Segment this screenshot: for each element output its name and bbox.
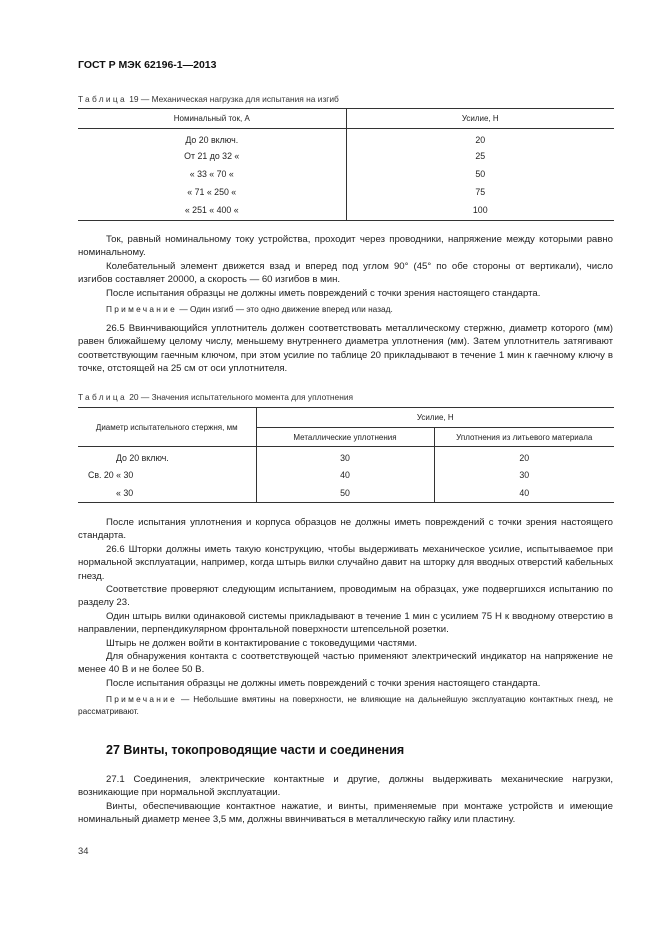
table20-cell-molded: 30 bbox=[519, 469, 530, 480]
table20-cell-metal: 30 bbox=[256, 447, 434, 466]
paragraph-26-6: 26.6 Шторки должны иметь такую конструкцию, чтобы выдерживать механическое усилие, испытываемое при нормальной эксплуатации, например, когда штырь вилки случайно давит на шторку для вводных отверстий кабельных гнезд. bbox=[78, 543, 613, 582]
table20-cell-diameter: « 30 bbox=[78, 484, 256, 503]
table-row bbox=[78, 147, 614, 165]
paragraph: Ток, равный номинальному току устройства, проходит через проводники, напряжение между которыми равно номинальному. bbox=[78, 234, 613, 259]
note-label: Примечание bbox=[106, 304, 178, 315]
table20-caption-text: 20 — Значения испытательного момента для уплотнения bbox=[126, 392, 354, 402]
table19-cell-force: 100 bbox=[472, 205, 488, 216]
note bbox=[78, 303, 613, 315]
table20-header-force: Усилие, Н bbox=[256, 408, 614, 428]
table19-cell-current: « 33 « 70 « bbox=[78, 165, 346, 183]
table20-cell-diameter: До 20 включ. bbox=[78, 447, 256, 466]
section-heading: 27 Винты, токопроводящие части и соединения bbox=[106, 743, 405, 757]
note bbox=[78, 693, 613, 717]
paragraph: Один штырь вилки одинаковой системы прикладывают в течение 1 мин с усилием 75 Н к вводному отверстию в направлении, перпендикулярном фронтальной поверхности штепсельной розетки. bbox=[78, 610, 613, 636]
paragraph: Для обнаружения контакта с соответствующей частью применяют электрический индикатор на напряжение не менее 40 В и не более 50 В. bbox=[78, 651, 613, 676]
paragraph: Соответствие проверяют следующим испытанием, проводимым на образцах, уже подвергшихся испытанию по разделу 23. bbox=[78, 584, 613, 609]
table19-cell-current: « 71 « 250 « bbox=[78, 183, 346, 201]
table19-cell-force: 20 bbox=[475, 134, 486, 145]
table19-caption bbox=[78, 94, 339, 104]
paragraph: После испытания образцы не должны иметь повреждений с точки зрения настоящего стандарта. bbox=[106, 287, 541, 299]
table20-cell-molded: 20 bbox=[519, 452, 530, 463]
table20 bbox=[78, 407, 614, 503]
text-block-3 bbox=[78, 773, 613, 827]
table19-caption-text: 19 — Механическая нагрузка для испытания на изгиб bbox=[126, 94, 339, 104]
table19-caption-label: Таблица bbox=[78, 94, 127, 104]
table20-subheader-metal: Металлические уплотнения bbox=[256, 428, 434, 447]
table-row bbox=[78, 484, 614, 503]
page-number: 34 bbox=[78, 845, 89, 856]
note-label: Примечание bbox=[106, 694, 178, 705]
table20-cell-metal: 40 bbox=[256, 466, 434, 484]
table20-caption-label: Таблица bbox=[78, 392, 127, 402]
note-text: — Небольшие вмятины на поверхности, не влияющие на дальнейшую эксплуатацию контактных гнезд, не рассматривают. bbox=[78, 694, 613, 717]
table20-header-diameter: Диаметр испытательного стержня, мм bbox=[78, 408, 256, 447]
table-row bbox=[78, 201, 614, 221]
table19-cell-force: 25 bbox=[475, 150, 486, 161]
paragraph-26-5: 26.5 Ввинчивающийся уплотнитель должен соответствовать металлическому стержню, диаметр которого (мм) равен ближайшему целому числу, меньшему внутреннего диаметра уплотнения (мм). Затем уплотнитель затягивают соответствующим гаечным ключом, при этом усилие по таблице 20 прикладывают в течение 1 мин к гаечному ключу в точке, отстоящей на 25 см от оси уплотнителя. bbox=[78, 323, 613, 375]
standard-header: ГОСТ Р МЭК 62196-1—2013 bbox=[78, 59, 217, 71]
table19-cell-current: До 20 включ. bbox=[78, 129, 346, 147]
table19-cell-current: От 21 до 32 « bbox=[78, 147, 346, 165]
table19 bbox=[78, 108, 614, 221]
table19-cell-current: « 251 « 400 « bbox=[78, 201, 346, 221]
table19-cell-force: 50 bbox=[475, 168, 486, 179]
table19-cell-force: 75 bbox=[475, 186, 486, 197]
paragraph: После испытания образцы не должны иметь повреждений с точки зрения настоящего стандарта. bbox=[106, 677, 541, 689]
table-row bbox=[78, 129, 614, 147]
table-row bbox=[78, 165, 614, 183]
table-row bbox=[78, 183, 614, 201]
table20-caption bbox=[78, 392, 353, 402]
table19-header-current: Номинальный ток, А bbox=[78, 109, 346, 129]
paragraph: После испытания уплотнения и корпуса образцов не должны иметь повреждений с точки зрения настоящего стандарта. bbox=[78, 517, 613, 542]
text-block-2 bbox=[78, 516, 613, 717]
table-row bbox=[78, 466, 614, 484]
table20-subheader-molded: Уплотнения из литьевого материала bbox=[456, 432, 593, 442]
paragraph: Колебательный элемент движется взад и вперед под углом 90° (45° по обе стороны от вертикали), число изгибов составляет 20000, а скорость — 60 изгибов в мин. bbox=[78, 260, 613, 286]
table-row bbox=[78, 447, 614, 466]
table20-cell-molded: 40 bbox=[519, 487, 530, 498]
table20-cell-diameter: Св. 20 « 30 bbox=[78, 466, 256, 484]
paragraph-27-1: 27.1 Соединения, электрические контактные и другие, должны выдерживать механические нагрузки, возникающие при нормальной эксплуатации. bbox=[78, 774, 613, 799]
text-block-1 bbox=[78, 233, 613, 376]
table20-cell-metal: 50 bbox=[256, 484, 434, 503]
paragraph: Штырь не должен войти в контактирование с токоведущими частями. bbox=[106, 637, 418, 649]
paragraph: Винты, обеспечивающие контактное нажатие, и винты, применяемые при монтаже устройств и имеющие номинальный диаметр менее 3,5 мм, должны ввинчиваться в металлическую гайку или пластину. bbox=[78, 800, 613, 826]
table19-header-force: Усилие, Н bbox=[461, 114, 499, 123]
note-text: — Один изгиб — это одно движение вперед или назад. bbox=[177, 304, 393, 315]
